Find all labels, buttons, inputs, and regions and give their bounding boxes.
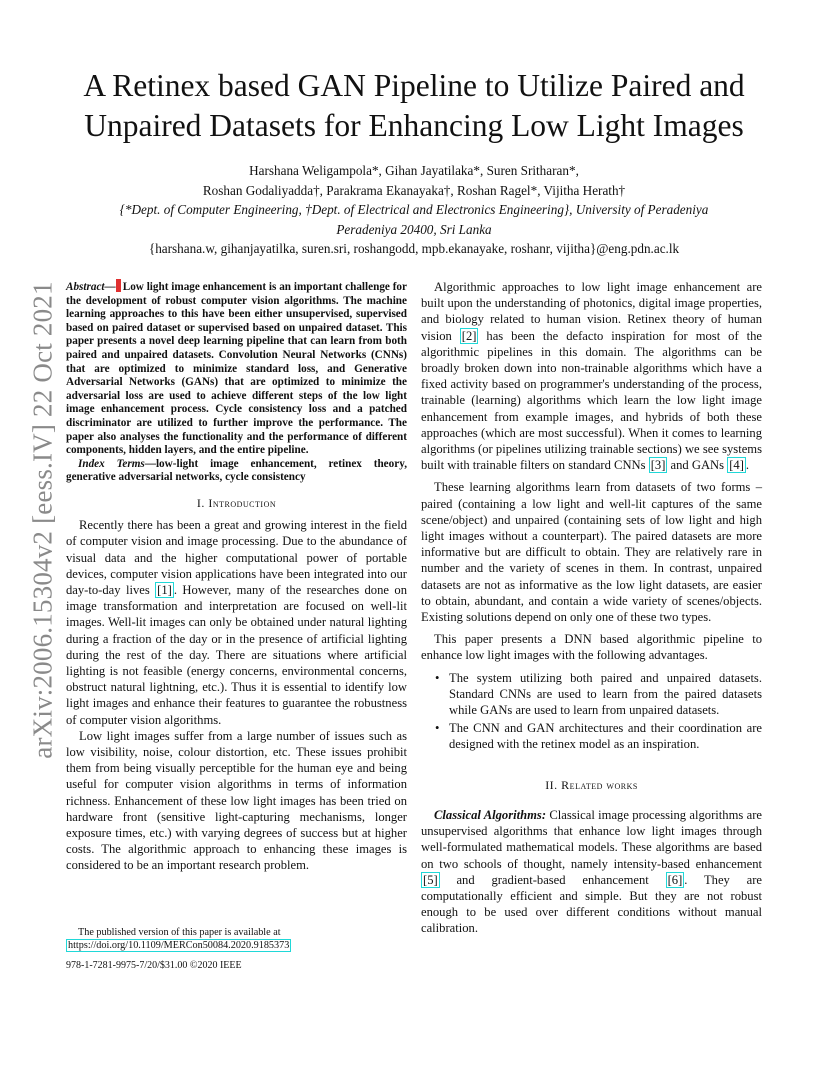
classical-algorithms-label: Classical Algorithms: (434, 807, 547, 822)
affiliation-line-1: {*Dept. of Computer Engineering, †Dept. of Electrical and Electronics Engineering}, University of Peradeniya (119, 202, 709, 217)
footnote (66, 927, 407, 952)
right-p1-text-a: Algorithmic approaches to low light image enhancement are built upon the understanding of photonics, digital image properties, and biology related to human vision. Retinex theory of human vision (421, 280, 762, 343)
citation-link[interactable]: [4] (729, 458, 744, 473)
citation-link[interactable]: [2] (461, 328, 477, 343)
list-item: • The CNN and GAN architectures and their coordination are designed with the retinex model as an inspiration. (449, 720, 762, 752)
right-paragraph-3: This paper presents a DNN based algorithmic pipeline to enhance low light images with the following advantages. (421, 632, 762, 663)
right-paragraph-1 (421, 279, 762, 473)
right-p1-text-d: . (745, 458, 750, 473)
citation-link[interactable]: [5] (423, 872, 438, 887)
section-heading-related-works: II. Related works (545, 777, 638, 792)
paper-title: A Retinex based GAN Pipeline to Utilize Paired and Unpaired Datasets for Enhancing Low Light Images (83, 68, 745, 143)
list-item: • The system utilizing both paired and unpaired datasets. Standard CNNs are used to learn from the paired datasets while GANs are used to learn from unpaired datasets. (449, 670, 762, 719)
affiliation-line-2: Peradeniya 20400, Sri Lanka (336, 221, 492, 237)
right-p1-text-b: has been the defacto inspiration for most of the algorithmic pipelines in this domain. The algorithms can be broadly broken down into non-trainable algorithms which have a fixed activity based on programmer's understanding of the process, trainable (learning) algorithms which learn the low light image enhancement from example images, and hybrids of both these approaches (which are most successful). When it comes to learning algorithms (or pipelines utilizing trainable sections) we see systems built with trainable filters on standard CNNs (421, 328, 762, 473)
classical-text-b: and gradient-based enhancement (439, 872, 666, 887)
right-column (421, 279, 762, 937)
authors-line-2: Roshan Godaliyadda†, Parakrama Ekanayaka†, Roshan Ragel*, Vijitha Herath† (202, 182, 626, 198)
arxiv-id: arXiv:2006.15304v2 [eess.IV] 22 Oct 2021 (27, 281, 58, 759)
authors-line-1: Harshana Weligampola*, Gihan Jayatilaka*, Suren Sritharan*, (249, 163, 579, 178)
abstract-label: Abstract— (66, 281, 116, 293)
abstract (66, 279, 407, 458)
author-emails: {harshana.w, gihanjayatilka, suren.sri, roshangodd, mpb.ekanayake, roshanr, vijitha}@eng.pdn.ac.lk (148, 241, 680, 256)
annotation-marker (116, 279, 121, 292)
intro-p1-text-a: Recently there has been a great and growing interest in the field of computer vision and image processing. Due to the abundance of visual data and the higher computational power of portable devices, computer vision applications have been integrated into our day-to-day lives (66, 518, 407, 597)
intro-paragraph-2: Low light images suffer from a large number of issues such as low visibility, noise, colour distortion, etc. These issues prohibit them from being visually perceptible for the human eye and being useful for computer vision algorithms in terms of information richness. Enhancement of these low light images has been tried on hardware front (sensitive light-capturing mechanisms, longer exposure times, etc.) with varying degrees of success but at higher costs. The algorithmic approach to enhancing these images is considered to be an important research problem. (66, 728, 407, 873)
index-terms (66, 458, 407, 485)
citation-link[interactable]: [3] (650, 458, 666, 473)
citation-link[interactable]: [6] (667, 872, 683, 887)
intro-p1-text-b: . However, many of the researches done on image transformation and interpretation are focused on well-lit images. Well-lit images can only be obtained under natural lighting during a fraction of the day or in the presence of artificial lighting during the rest of the day. There are situations where artificial lighting is not feasible (energy concerns, environmental concerns, obstruct natural lightning, etc.). Thus it is essential to identify low light images and enhance their features to guarantee the robustness of computer vision algorithms. (66, 582, 407, 727)
copyright-line: 978-1-7281-9975-7/20/$31.00 ©2020 IEEE (66, 960, 242, 971)
citation-link[interactable]: [1] (157, 582, 172, 597)
intro-paragraph-1 (66, 517, 407, 728)
classical-algorithms-paragraph (421, 807, 762, 937)
right-paragraph-2: These learning algorithms learn from datasets of two forms – paired (containing a low light and well-lit captures of the same scene/object) and unpaired (containing sets of low light and high light images without a counterpart). The paired datasets are more informative but are difficult to obtain. They are relatively rare in number and the variety of scenes in them. In contrast, unpaired datasets are not as informative as the low light datasets, are easier to obtain, abundant, and contain a wide variety of scenes/objects. Existing solutions depend on only one of these two types. (421, 480, 762, 625)
index-terms-label: Index Terms (78, 457, 145, 470)
arxiv-sidebar (28, 270, 58, 770)
abstract-text: Low light image enhancement is an important challenge for the development of robust computer vision algorithms. The machine learning approaches to this have been either unsupervised, supervised based on paired dataset or supervised based on unpaired dataset. This paper presents a novel deep learning pipeline that can learn from both paired and unpaired datasets. Convolution Neural Networks (CNNs) that are optimized to minimize standard loss, and Generative Adversarial Networks (GANs) that are optimized to minimize the adversarial loss are used to achieve different steps of the low light image enhancement process. Cycle consistency loss and a patched discriminator are utilized to further improve the performance. The paper also analyses the functionality and the performance of different components, hidden layers, and the entire pipeline. (66, 281, 407, 457)
advantages-list (421, 670, 762, 753)
index-terms-text: —low-light image enhancement, retinex theory, generative adversarial networks, cycle consistency (66, 457, 407, 484)
classical-text-a: Classical image processing algorithms are unsupervised algorithms that enhance low light images through well-formulated mathematical models. These algorithms are based on two schools of thought, namely intensity-based enhancement (421, 807, 762, 871)
footnote-text: The published version of this paper is available at (78, 927, 281, 938)
classical-text-c: . They are computationally efficient and simple. But they are not robust enough to be used over different conditions without manual calibration. (421, 872, 763, 936)
doi-link[interactable]: https://doi.org/10.1109/MERCon50084.2020.9185373 (68, 939, 290, 951)
right-p1-text-c: and GANs (667, 458, 728, 473)
author-block (60, 161, 768, 259)
left-column (66, 279, 407, 874)
section-heading-introduction: I. Introduction (196, 495, 277, 510)
